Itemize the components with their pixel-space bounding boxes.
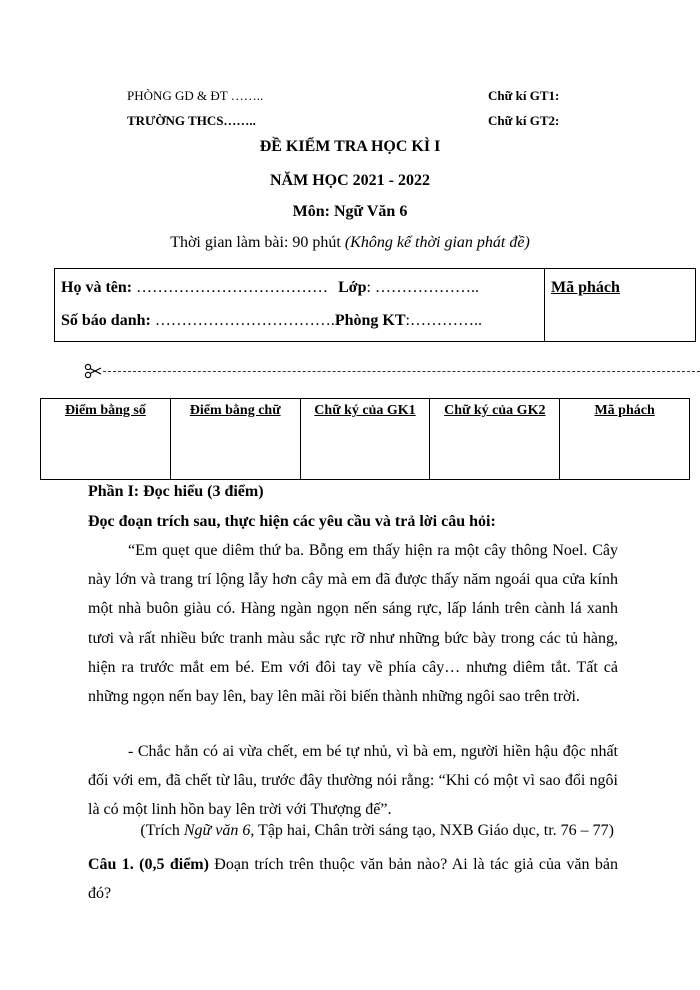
signature-gt2-label: Chữ kí GT2:	[488, 113, 560, 128]
exam-time	[0, 234, 700, 252]
exam-year: NĂM HỌC 2021 - 2022	[270, 172, 430, 189]
passage-2-text: - Chắc hẳn có ai vừa chết, em bé tự nhủ, vì bà em, người hiền hậu độc nhất đối với em, đã chết từ lâu, trước đây thường nói rằng: “Khi có một vì sao đổi ngôi là có một linh hồn bay lên trời với Thượng đế”.	[88, 743, 618, 819]
id-row	[61, 312, 482, 330]
signature-gt1-label: Chữ kí GT1:	[488, 88, 560, 103]
part1-instruction: Đọc đoạn trích sau, thực hiện các yêu cầu và trả lời câu hỏi:	[88, 513, 496, 530]
source-book: Ngữ văn 6	[183, 822, 251, 839]
room-label: Phòng KT	[334, 312, 406, 329]
id-field[interactable]: …………………………….	[154, 312, 335, 329]
passage-source	[0, 822, 614, 840]
source-post: , Tập hai, Chân trời sáng tạo, NXB Giáo dục, tr. 76 – 77)	[250, 822, 614, 839]
exam-time-text: Thời gian làm bài: 90 phút	[170, 234, 341, 251]
room-field[interactable]: :…………..	[405, 312, 482, 329]
name-field[interactable]: ………………………………	[136, 279, 329, 296]
name-row	[61, 279, 479, 297]
question-1-label: Câu 1. (0,5 điểm)	[88, 856, 209, 873]
exam-title: ĐỀ KIỂM TRA HỌC KÌ I	[259, 138, 441, 155]
school-name: TRƯỜNG THCS……..	[127, 113, 256, 128]
code-label: Mã phách	[551, 279, 620, 296]
source-pre: (Trích	[140, 822, 184, 839]
department-name: PHÒNG GD & ĐT ……..	[127, 88, 264, 103]
passage-paragraph-2	[88, 737, 618, 825]
exam-time-note: (Không kể thời gian phát đề)	[344, 234, 530, 251]
class-label: Lớp	[338, 279, 367, 296]
score-table	[40, 398, 690, 480]
info-box-divider	[544, 269, 545, 341]
grader1-signature-cell[interactable]: Chữ ký của GK1	[300, 399, 430, 480]
grader2-signature-cell[interactable]: Chữ ký của GK2	[430, 399, 560, 480]
class-field[interactable]: : ………………..	[366, 279, 479, 296]
score-words-cell[interactable]: Điểm bằng chữ	[170, 399, 300, 480]
student-info-box	[54, 268, 696, 342]
question-1	[88, 850, 618, 908]
score-table-row	[41, 399, 690, 480]
name-label: Họ và tên:	[61, 279, 133, 296]
exam-subject: Môn: Ngữ Văn 6	[292, 203, 408, 220]
question-1-text: Đoạn trích trên thuộc văn bản nào? Ai là tác giả của văn bản đó?	[88, 856, 618, 903]
scissors-icon	[84, 363, 102, 379]
cut-line	[103, 371, 700, 372]
id-label: Số báo danh:	[61, 312, 151, 329]
code-cell[interactable]: Mã phách	[560, 399, 690, 480]
passage-1-text: “Em quẹt que diêm thứ ba. Bỗng em thấy hiện ra một cây thông Noel. Cây này lớn và trang trí lộng lẫy hơn cây mà em đã được thấy năm ngoái qua cửa kính một nhà buôn giàu có. Hàng ngàn ngọn nến sáng rực, lấp lánh trên cành lá xanh tươi và rất nhiều bức tranh màu sắc rực rỡ như những bức bày trong các tủ hàng, hiện ra trước mắt em bé. Em với đôi tay về phía cây… nhưng diêm tắt. Tất cả những ngọn nến bay lên, bay lên mãi rồi biến thành những ngôi sao trên trời.	[88, 542, 618, 706]
part1-heading: Phần I: Đọc hiểu (3 điểm)	[88, 483, 264, 500]
score-number-cell[interactable]: Điểm bằng số	[41, 399, 171, 480]
passage-paragraph-1	[88, 536, 618, 711]
